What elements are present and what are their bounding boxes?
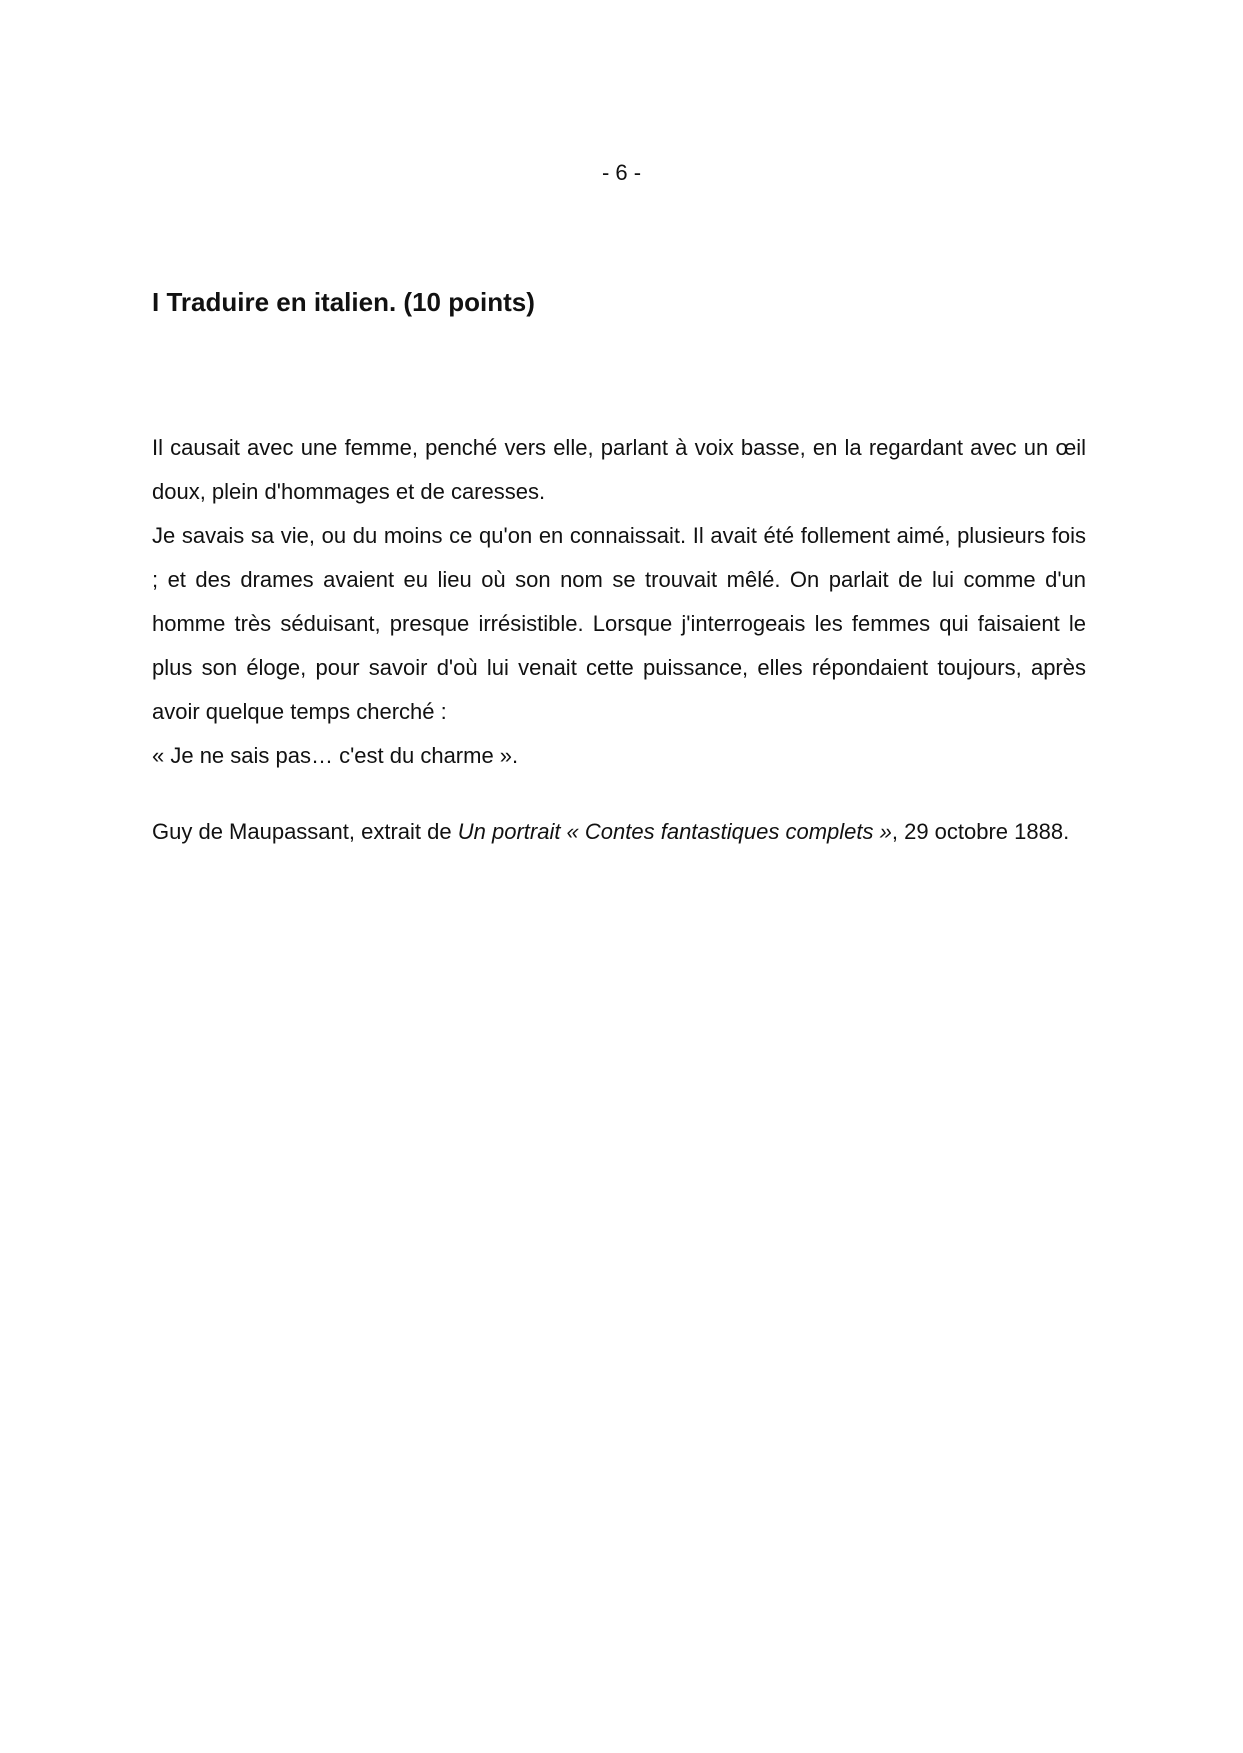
citation-suffix: , 29 octobre 1888. xyxy=(891,819,1070,844)
citation-prefix: Guy de Maupassant, extrait de xyxy=(152,819,458,844)
section-heading: I Traduire en italien. (10 points) xyxy=(152,287,535,317)
page-number: - 6 - xyxy=(601,160,642,185)
passage-text xyxy=(152,426,1086,778)
paragraph-2: Je savais sa vie, ou du moins ce qu'on en connaissait. Il avait été follement aimé, plusieurs fois ; et des drames avaient eu lieu où son nom se trouvait mêlé. On parlait de lui comme d'un homme très séduisant, presque irrésistible. Lorsque j'interrogeais les femmes qui faisaient le plus son éloge, pour savoir d'où lui venait cette puissance, elles répondaient toujours, après avoir quelque temps cherché : xyxy=(152,523,1086,724)
source-citation xyxy=(152,810,1086,854)
paragraph-3: « Je ne sais pas… c'est du charme ». xyxy=(152,743,519,768)
paragraph-1: Il causait avec une femme, penché vers elle, parlant à voix basse, en la regardant avec un œil doux, plein d'hommages et de caresses. xyxy=(152,435,1086,504)
citation-title: Un portrait « Contes fantastiques complets » xyxy=(457,819,892,844)
